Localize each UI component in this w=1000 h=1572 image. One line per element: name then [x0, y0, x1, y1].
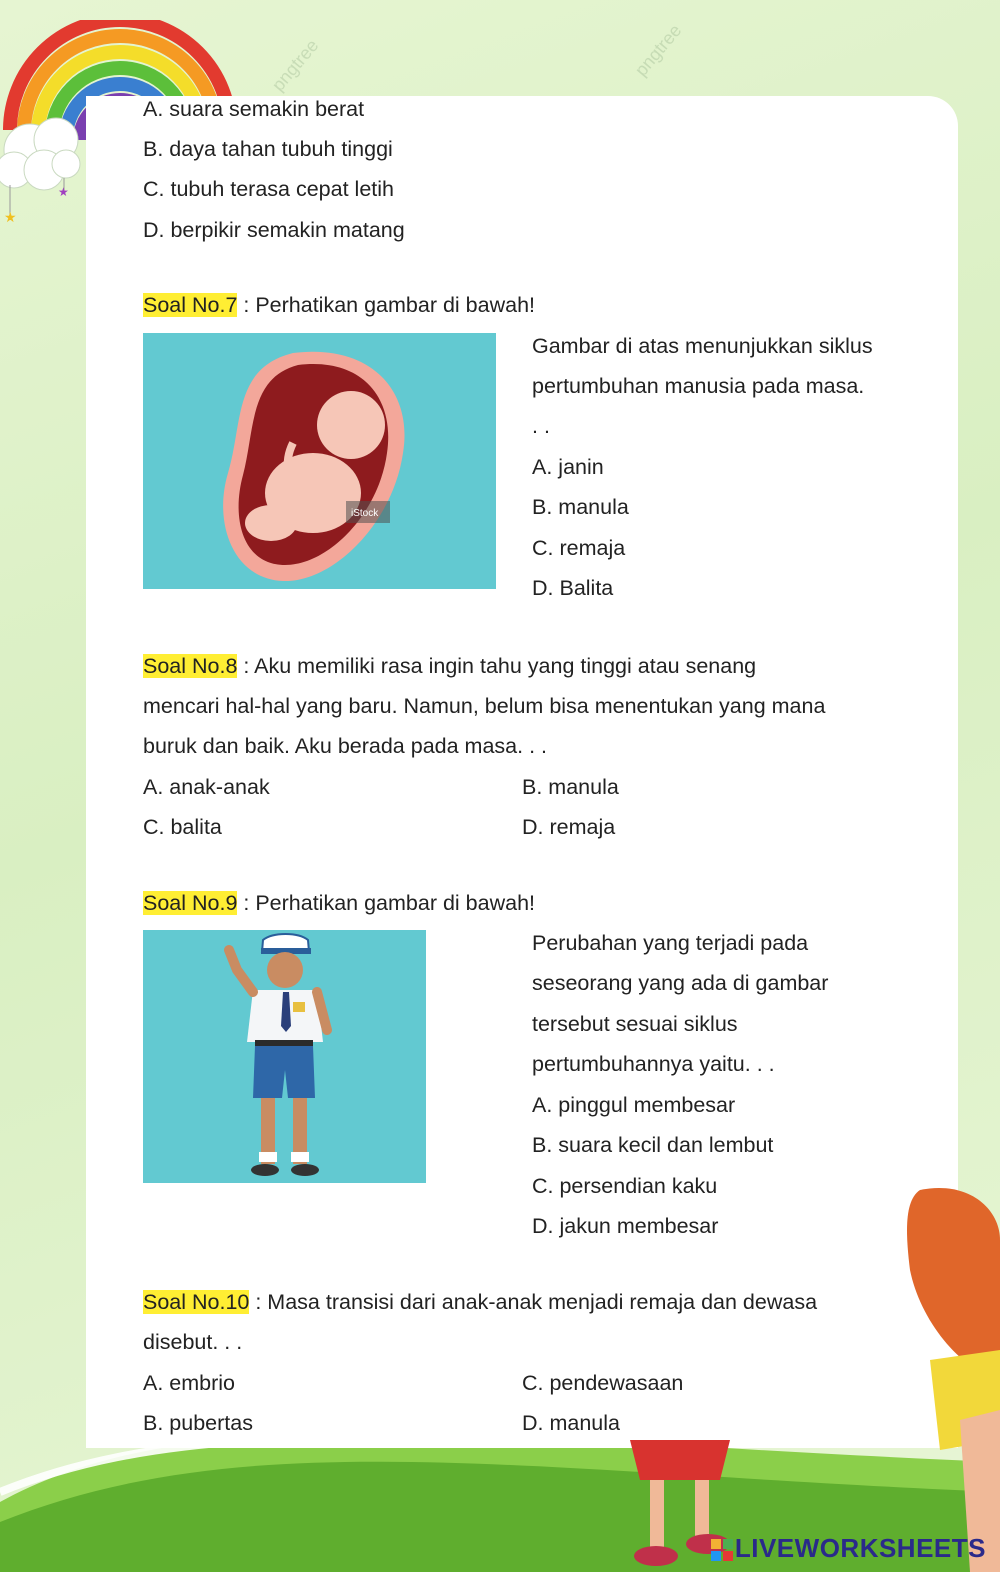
- q7-question-line: Gambar di atas menunjukkan siklus: [532, 334, 873, 358]
- q6-option-a[interactable]: A. suara semakin berat: [143, 97, 365, 121]
- q10-option-c[interactable]: C. pendewasaan: [522, 1371, 684, 1395]
- q8-option-c[interactable]: C. balita: [143, 815, 222, 839]
- q7-option-c[interactable]: C. remaja: [532, 536, 626, 560]
- q10-line: : Masa transisi dari anak-anak menjadi remaja dan dewasa: [249, 1290, 818, 1314]
- q7-prompt: : Perhatikan gambar di bawah!: [237, 293, 536, 317]
- q7-question-line: . .: [532, 414, 550, 438]
- liveworksheets-logo: [711, 1533, 986, 1564]
- q9-question-line: Perubahan yang terjadi pada: [532, 931, 809, 955]
- q7-question-line: pertumbuhan manusia pada masa.: [532, 374, 865, 398]
- q10-line: disebut. . .: [143, 1330, 243, 1354]
- watermark: pngtree: [267, 35, 323, 95]
- q9-label: Soal No.9: [143, 891, 238, 915]
- istock-watermark: iStock: [351, 508, 379, 519]
- q8-line: : Aku memiliki rasa ingin tahu yang tinggi atau senang: [237, 654, 757, 678]
- q8-option-d[interactable]: D. remaja: [522, 815, 616, 839]
- q9-question-line: pertumbuhannya yaitu. . .: [532, 1052, 775, 1076]
- fetus-image: [143, 333, 496, 589]
- q7-option-d[interactable]: D. Balita: [532, 576, 614, 600]
- q10-heading: [143, 1289, 817, 1315]
- q9-option-b[interactable]: B. suara kecil dan lembut: [532, 1133, 774, 1157]
- q8-label: Soal No.8: [143, 654, 238, 678]
- q8-heading: [143, 653, 756, 679]
- q9-option-a[interactable]: A. pinggul membesar: [532, 1093, 736, 1117]
- q10-option-d[interactable]: D. manula: [522, 1411, 620, 1435]
- q9-option-c[interactable]: C. persendian kaku: [532, 1174, 718, 1198]
- student-boy-image: [143, 930, 426, 1183]
- q9-option-d[interactable]: D. jakun membesar: [532, 1214, 719, 1238]
- q6-option-d[interactable]: D. berpikir semakin matang: [143, 218, 405, 242]
- q7-label: Soal No.7: [143, 293, 238, 317]
- q9-heading: [143, 890, 535, 916]
- q9-prompt: : Perhatikan gambar di bawah!: [237, 891, 536, 915]
- girl-illustration: [900, 1180, 1000, 1572]
- q9-question-line: seseorang yang ada di gambar: [532, 971, 829, 995]
- q10-option-b[interactable]: B. pubertas: [143, 1411, 253, 1435]
- q7-option-b[interactable]: B. manula: [532, 495, 629, 519]
- q8-option-a[interactable]: A. anak-anak: [143, 775, 270, 799]
- q7-heading: [143, 292, 535, 318]
- watermark: pngtree: [630, 20, 686, 80]
- svg-text:★: ★: [58, 185, 69, 199]
- q8-line: buruk dan baik. Aku berada pada masa. . .: [143, 734, 547, 758]
- liveworksheets-logo-icon: [711, 1539, 733, 1561]
- q9-question-line: tersebut sesuai siklus: [532, 1012, 738, 1036]
- q8-option-b[interactable]: B. manula: [522, 775, 619, 799]
- q10-option-a[interactable]: A. embrio: [143, 1371, 236, 1395]
- q7-option-a[interactable]: A. janin: [532, 455, 604, 479]
- q10-label: Soal No.10: [143, 1290, 250, 1314]
- q6-option-b[interactable]: B. daya tahan tubuh tinggi: [143, 137, 393, 161]
- q6-option-c[interactable]: C. tubuh terasa cepat letih: [143, 177, 394, 201]
- svg-text:★: ★: [4, 210, 17, 226]
- liveworksheets-brand-text: LIVEWORKSHEETS: [734, 1533, 986, 1563]
- q8-line: mencari hal-hal yang baru. Namun, belum bisa menentukan yang mana: [143, 694, 826, 718]
